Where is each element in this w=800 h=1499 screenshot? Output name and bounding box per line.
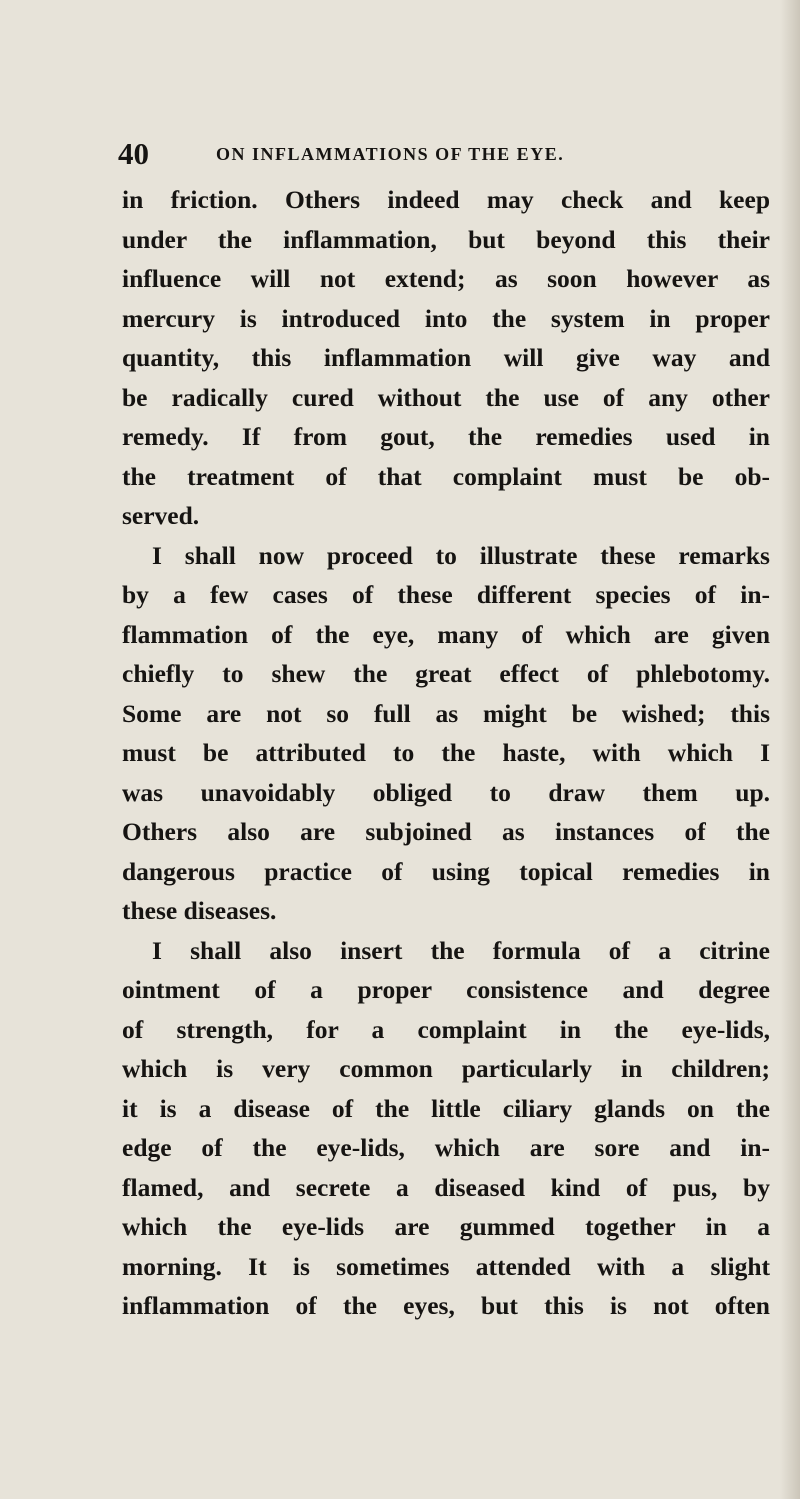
text-line: remedy. If from gout, the remedies used in <box>122 422 770 451</box>
text-line: the treatment of that complaint must be ob- <box>122 461 770 491</box>
text-line: which is very common particularly in children; <box>122 1054 770 1083</box>
text-line: was unavoidably obliged to draw them up. <box>122 777 770 807</box>
text-line: which the eye-lids are gummed together in a <box>122 1212 770 1241</box>
text-line: influence will not extend; as soon however as <box>122 264 770 293</box>
text-line: mercury is introduced into the system in proper <box>122 303 770 333</box>
text-line: ointment of a proper consistence and degree <box>122 975 770 1004</box>
text-line: it is a disease of the little ciliary glands on the <box>122 1093 770 1123</box>
text-line: under the inflammation, but beyond this their <box>122 224 770 254</box>
text-line: be radically cured without the use of any other <box>122 382 770 412</box>
text-line: in friction. Others indeed may check and keep <box>122 185 770 214</box>
text-line: must be attributed to the haste, with which I <box>122 738 770 767</box>
text-line: edge of the eye-lids, which are sore and in- <box>122 1133 770 1162</box>
text-line: dangerous practice of using topical remedies in <box>122 856 770 886</box>
running-head: ON INFLAMMATIONS OF THE EYE. <box>216 144 565 164</box>
body-text <box>122 180 770 1326</box>
text-line: of strength, for a complaint in the eye-lids, <box>122 1014 770 1044</box>
text-line: morning. It is sometimes attended with a slight <box>122 1251 770 1281</box>
text-line: by a few cases of these different species of in- <box>122 580 770 609</box>
text-line: I shall also insert the formula of a citrine <box>152 935 770 965</box>
text-line: inflammation of the eyes, but this is not often <box>122 1291 770 1320</box>
text-line: these diseases. <box>122 896 277 925</box>
text-line: flamed, and secrete a diseased kind of pus, by <box>122 1172 770 1202</box>
text-line: served. <box>122 501 200 530</box>
text-line: I shall now proceed to illustrate these remarks <box>152 540 770 570</box>
page-edge-shadow <box>780 0 800 1499</box>
text-line: Some are not so full as might be wished; this <box>122 698 770 728</box>
page-number: 40 <box>118 136 149 171</box>
text-line: Others also are subjoined as instances of the <box>122 817 770 846</box>
text-line: flammation of the eye, many of which are given <box>122 619 770 649</box>
text-line: quantity, this inflammation will give way and <box>122 343 770 372</box>
page-header <box>118 136 678 176</box>
text-line: chiefly to shew the great effect of phlebotomy. <box>122 659 770 688</box>
